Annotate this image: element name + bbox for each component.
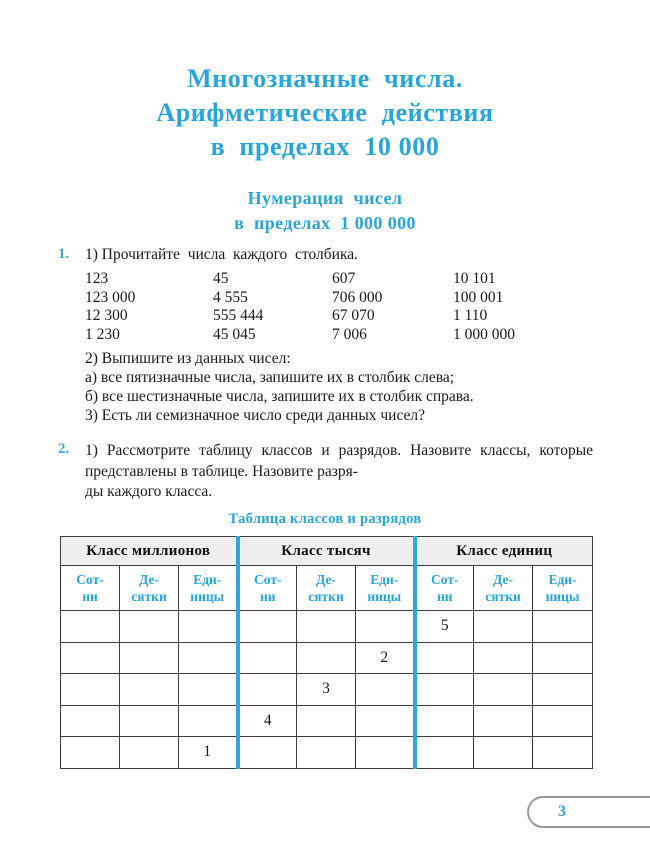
table-cell[interactable] xyxy=(474,611,533,643)
number-cell: 7 006 xyxy=(332,325,367,343)
number-cell: 1 000 000 xyxy=(453,325,515,343)
exercise-2-text xyxy=(85,441,593,503)
number-cell: 100 001 xyxy=(453,288,504,306)
number-cell: 123 xyxy=(85,270,109,287)
number-cell: 10 101 xyxy=(453,270,496,287)
exercise-1-part-2: 2) Выпишите из данных чисел: xyxy=(85,350,291,367)
table-rank-header xyxy=(533,566,593,611)
table-rank-header xyxy=(61,566,120,611)
exercise-1-prompt: 1) Прочитайте числа каждого столбика. xyxy=(85,246,358,263)
number-cell: 123 000 xyxy=(85,288,136,306)
number-cell: 12 300 xyxy=(85,307,128,325)
rank-header-bottom: ницы xyxy=(190,589,225,604)
table-header-classes-row xyxy=(61,537,593,566)
rank-header-bottom: ни xyxy=(436,589,453,604)
rank-header-top: Де- xyxy=(493,572,513,587)
table-cell[interactable] xyxy=(120,674,179,706)
number-grid-row xyxy=(85,326,605,345)
table-class-header: Класс миллионов xyxy=(61,537,238,566)
exercise-1-part-3: 3) Есть ли семизначное число среди данных чисел? xyxy=(85,407,426,424)
rank-header-top: Еди- xyxy=(193,572,222,587)
rank-header-bottom: ницы xyxy=(367,589,402,604)
table-cell[interactable] xyxy=(179,642,238,674)
table-cell[interactable] xyxy=(120,642,179,674)
table-cell[interactable] xyxy=(61,674,120,706)
exercise-2-text-tail: ды каждого класса. xyxy=(85,483,213,500)
table-cell[interactable] xyxy=(533,642,593,674)
table-cell[interactable] xyxy=(356,705,415,737)
rank-header-bottom: ни xyxy=(82,589,98,604)
table-cell[interactable] xyxy=(356,737,415,769)
table-cell[interactable] xyxy=(61,642,120,674)
table-rank-header xyxy=(238,566,297,611)
classes-and-ranks-table xyxy=(60,536,592,769)
rank-header-bottom: ни xyxy=(259,589,276,604)
table-cell[interactable] xyxy=(61,705,120,737)
number-cell: 67 070 xyxy=(332,307,375,325)
table-rank-header xyxy=(356,566,415,611)
table-cell[interactable] xyxy=(415,674,474,706)
table-cell[interactable] xyxy=(120,611,179,643)
rank-header-top: Сот- xyxy=(76,572,104,587)
table-cell[interactable] xyxy=(415,642,474,674)
number-cell: 1 110 xyxy=(453,307,488,325)
page-title xyxy=(0,62,650,164)
table-cell[interactable] xyxy=(533,674,593,706)
table-rank-header xyxy=(415,566,474,611)
exercise-2-number: 2. xyxy=(58,441,70,457)
table-cell[interactable] xyxy=(179,705,238,737)
table-caption: Таблица классов и разрядов xyxy=(228,511,422,527)
page-title-line-1: Многозначные числа. xyxy=(187,64,463,93)
table-cell[interactable] xyxy=(238,642,297,674)
table-cell[interactable]: 4 xyxy=(238,705,297,737)
table-class-header: Класс единиц xyxy=(415,537,593,566)
rank-header-bottom: ницы xyxy=(545,589,580,604)
rank-header-top: Еди- xyxy=(548,572,577,587)
table-cell[interactable] xyxy=(474,674,533,706)
table-cell[interactable] xyxy=(533,737,593,769)
table-row xyxy=(61,611,593,643)
table-cell[interactable] xyxy=(533,611,593,643)
table-cell[interactable] xyxy=(179,611,238,643)
rank-header-top: Де- xyxy=(316,572,336,587)
table-cell[interactable] xyxy=(120,737,179,769)
number-cell: 45 045 xyxy=(213,325,256,343)
table-rank-header xyxy=(179,566,238,611)
rank-header-bottom: сятки xyxy=(308,589,344,604)
page-title-line-2: Арифметические действия xyxy=(156,98,494,127)
table-row xyxy=(61,705,593,737)
table-row xyxy=(61,642,593,674)
number-grid-row xyxy=(85,307,605,326)
table-cell[interactable] xyxy=(474,705,533,737)
table-cell[interactable] xyxy=(474,642,533,674)
section-subtitle-line-2: в пределах 1 000 000 xyxy=(234,213,416,233)
table-cell[interactable] xyxy=(356,674,415,706)
table-cell[interactable] xyxy=(238,737,297,769)
rank-header-top: Де- xyxy=(139,572,159,587)
exercise-1-number: 1. xyxy=(58,246,70,262)
table-cell[interactable] xyxy=(415,705,474,737)
number-cell: 45 xyxy=(213,270,229,287)
number-cell: 607 xyxy=(332,270,356,287)
number-cell: 555 444 xyxy=(213,307,264,325)
number-cell: 4 555 xyxy=(213,288,248,306)
table-cell[interactable]: 2 xyxy=(356,642,415,674)
table-cell[interactable] xyxy=(297,737,356,769)
table-class-header: Класс тысяч xyxy=(238,537,415,566)
table-cell[interactable]: 5 xyxy=(415,611,474,643)
table-cell[interactable] xyxy=(533,705,593,737)
number-grid-row xyxy=(85,289,605,308)
exercise-1-part-2a: а) все пятизначные числа, запишите их в столбик слева; xyxy=(85,369,455,386)
table-rank-header xyxy=(474,566,533,611)
table-cell[interactable] xyxy=(61,611,120,643)
page-title-line-3: в пределах 10 000 xyxy=(210,132,440,161)
page-number: 3 xyxy=(558,803,566,820)
table-cell[interactable] xyxy=(474,737,533,769)
exercise-1-part-2b: б) все шестизначные числа, запишите их в столбик справа. xyxy=(85,388,474,405)
section-subtitle xyxy=(0,186,650,236)
number-grid xyxy=(85,270,605,344)
table-cell[interactable] xyxy=(179,674,238,706)
table-row xyxy=(61,737,593,769)
table-cell[interactable] xyxy=(61,737,120,769)
table-cell[interactable] xyxy=(297,705,356,737)
rank-header-top: Сот- xyxy=(431,572,459,587)
number-cell: 1 230 xyxy=(85,325,120,343)
number-cell: 706 000 xyxy=(332,288,383,306)
table-cell[interactable] xyxy=(238,674,297,706)
table-cell[interactable]: 3 xyxy=(297,674,356,706)
number-grid-row xyxy=(85,270,605,289)
exercise-2-text-main: 1) Рассмотрите таблицу классов и разрядов. Назовите классы, которые представлены в таблице. Назовите разря- xyxy=(85,442,593,480)
table-cell[interactable] xyxy=(120,705,179,737)
rank-header-top: Еди- xyxy=(370,572,399,587)
table-cell[interactable] xyxy=(297,611,356,643)
page-number-pill xyxy=(527,796,650,828)
table-cell[interactable] xyxy=(297,642,356,674)
table-row xyxy=(61,674,593,706)
table-rank-header xyxy=(297,566,356,611)
section-subtitle-line-1: Нумерация чисел xyxy=(247,188,403,208)
rank-header-bottom: сятки xyxy=(131,589,167,604)
table-rank-header xyxy=(120,566,179,611)
table-cell[interactable] xyxy=(238,611,297,643)
table-header-ranks-row xyxy=(61,566,593,611)
rank-header-top: Сот- xyxy=(254,572,282,587)
table-cell[interactable]: 1 xyxy=(179,737,238,769)
rank-header-bottom: сятки xyxy=(485,589,521,604)
table-cell[interactable] xyxy=(415,737,474,769)
table-cell[interactable] xyxy=(356,611,415,643)
